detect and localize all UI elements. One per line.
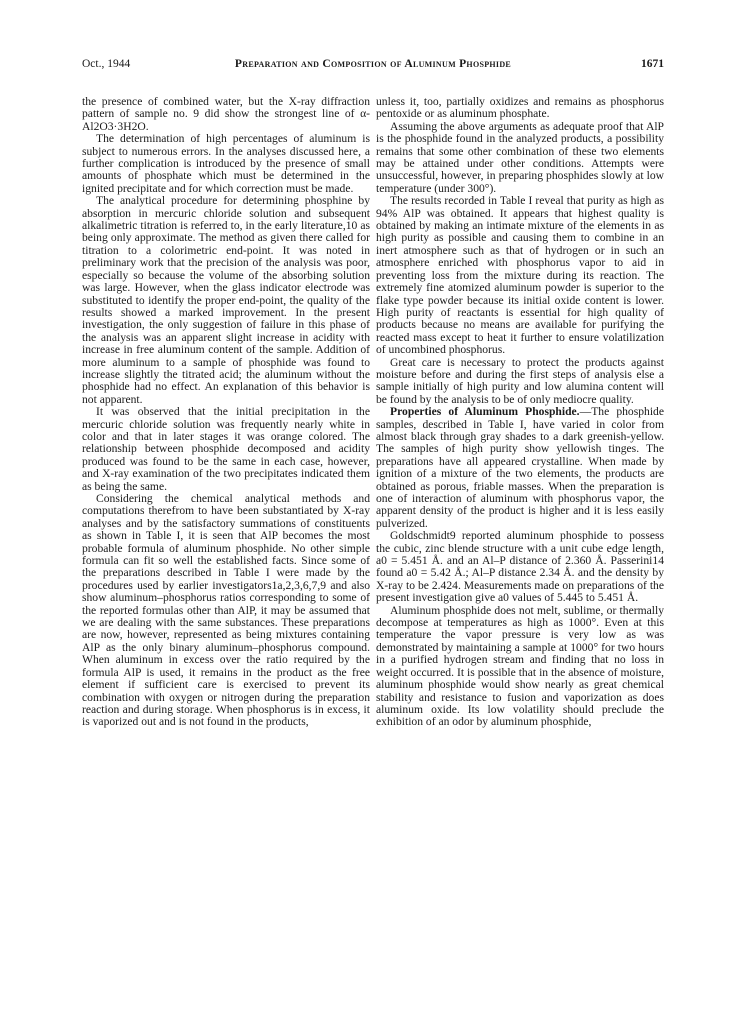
- right-column: [376, 96, 664, 729]
- section-text: —The phosphide samples, described in Table I, have varied in color from almost black through gray shades to a dark greenish-yellow. The samples of high purity show yellowish tinges. The preparations have all appeared crystalline. When made by ignition of a mixture of the two elements, the products are obtained as porous, friable masses. When the preparation is one of interaction of aluminum with phosphorus vapor, the apparent density of the product is higher and it is less easily pulverized.: [376, 405, 664, 530]
- paragraph: The analytical procedure for determining phosphine by absorption in mercuric chloride solution and subsequent alkalimetric titration is referred to, in the early literature,10 as being only approximate. The method as given there called for titration to a colorimetric end-point. It was noted in preliminary work that the precision of the analysis was poor, especially so because the volume of the absorbing solution was large. However, when the glass indicator electrode was substituted to identify the proper end-point, the quality of the results showed a marked improvement. In the present investigation, the only suggestion of failure in this phase of the analysis was an apparent slight increase in acidity with increase in free aluminum content of the sample. Addition of more aluminum to a sample of phosphide was found to increase slightly the titrated acid; the aluminum without the phosphide had no effect. An explanation of this behavior is not apparent.: [82, 194, 370, 406]
- paragraph: Considering the chemical analytical methods and computations therefrom to have been substantiated by X-ray analyses and by the satisfactory summations of constituents as shown in Table I, it is seen that AlP becomes the most probable formula of aluminum phosphide. No other simple formula can fit so well the established facts. Since some of the preparations described in Table I were made by the procedures used by earlier investigators1a,2,3,6,7,9 and also show aluminum–phosphorus ratios corresponding to some of the reported formulas other than AlP, it may be assumed that we are dealing with the same substances. These preparations are now, however, represented as being mixtures containing AlP as the only binary aluminum–phosphorus compound. When aluminum in excess over the ratio required by the formula AlP is used, it remains in the product as the free element if sufficient care is exercised to prevent its combination with oxygen or nitrogen during the preparation reaction and during storage. When phosphorus is in excess, it is vaporized out and is not found in the products,: [82, 492, 370, 729]
- properties-paragraph: [376, 406, 664, 530]
- page-number: 1671: [641, 58, 664, 70]
- running-title: Preparation and Composition of Aluminum Phosphide: [234, 58, 512, 70]
- paragraph: the presence of combined water, but the X-ray diffraction pattern of sample no. 9 did show the strongest line of α-Al2O3·3H2O.: [82, 95, 370, 133]
- journal-date: Oct., 1944: [82, 58, 131, 70]
- paragraph: It was observed that the initial precipitation in the mercuric chloride solution was frequently nearly white in color and that in later stages it was orange colored. The relationship between phosphide decomposed and acidity produced was found to be the same in each case, however, and X-ray examination of the two precipitates indicated them as being the same.: [82, 405, 370, 493]
- paragraph: The determination of high percentages of aluminum is subject to numerous errors. In the analyses discussed here, a further complication is introduced by the presence of small amounts of phosphate which must be determined in the ignited precipitate and for which correction must be made.: [82, 132, 370, 195]
- section-heading: Properties of Aluminum Phosphide.: [390, 405, 580, 419]
- paragraph: Great care is necessary to protect the products against moisture before and during the first steps of analysis else a sample initially of high purity and low alumina content will be found by the analysis to be of only mediocre quality.: [376, 355, 664, 406]
- paragraph: Goldschmidt9 reported aluminum phosphide to possess the cubic, zinc blende structure with a unit cube edge length, a0 = 5.451 Å. and an Al–P distance of 2.360 Å. Passerini14 found a0 = 5.42 Å.; Al–P distance 2.34 Å. and the density by X-ray to be 2.424. Measurements made on preparations of the present investigation give a0 values of 5.445 to 5.451 Å.: [376, 529, 664, 605]
- running-header: [82, 58, 664, 74]
- paragraph: Aluminum phosphide does not melt, sublime, or thermally decompose at temperatures as high as 1000°. Even at this temperature the vapor pressure is very low as was demonstrated by maintaining a sample at 1000° for two hours in a purified hydrogen stream and finding that no loss in weight occurred. It is possible that in the absence of moisture, aluminum phosphide would show nearly as great chemical stability and resistance to fusion and vaporization as does aluminum oxide. Its low volatility should preclude the exhibition of an odor by aluminum phosphide,: [376, 603, 664, 729]
- left-column: [82, 96, 370, 729]
- paragraph: Assuming the above arguments as adequate proof that AlP is the phosphide found in the analyzed products, a possibility remains that some other combination of these two elements may be attained under other conditions. Attempts were unsuccessful, however, in preparing phosphides slowly at low temperature (under 300°).: [376, 119, 664, 195]
- paragraph: The results recorded in Table I reveal that purity as high as 94% AlP was obtained. It appears that highest quality is obtained by making an intimate mixture of the elements in as high purity as possible and causing them to combine in an inert atmosphere such as that of hydrogen or in such an atmosphere enriched with phosphorus vapor to aid in preventing loss from the mixture during its reaction. The extremely fine atomized aluminum powder is superior to the flake type powder because its initial oxide content is lower. High purity of reactants is essential for high quality of products because no means are available for purifying the reacted mass except to heat it further to ensure volatilization of uncombined phosphorus.: [376, 194, 664, 357]
- paragraph: unless it, too, partially oxidizes and remains as phosphorus pentoxide or as aluminum phosphate.: [376, 95, 664, 121]
